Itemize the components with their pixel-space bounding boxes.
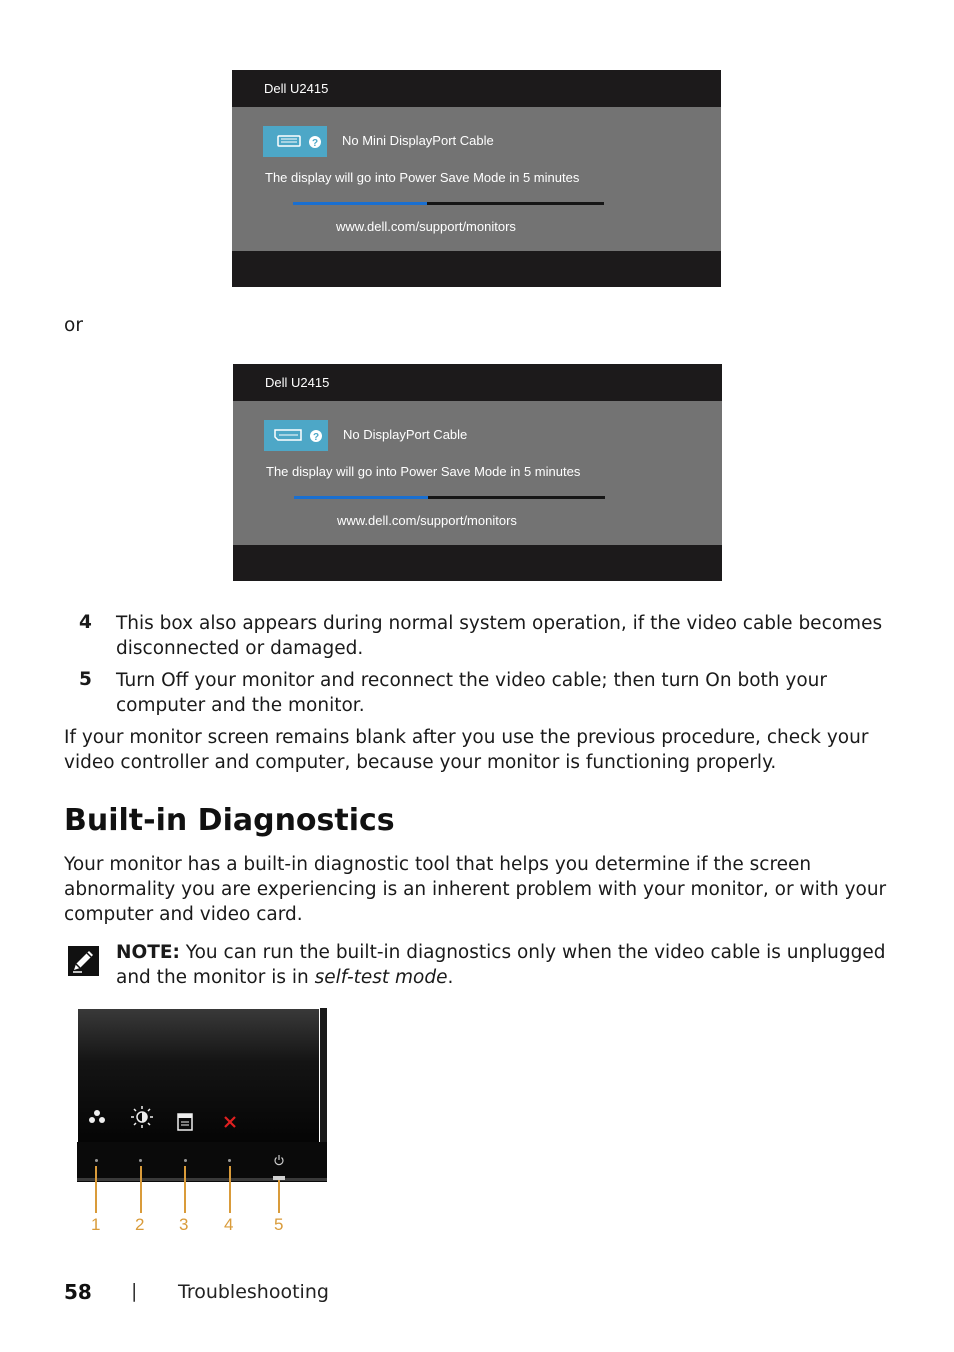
note-text [116,940,906,990]
note-label: NOTE: [116,942,180,963]
power-icon [273,1154,285,1166]
preset-modes-icon [89,1110,105,1123]
button-2-indicator [139,1159,142,1162]
callout-number: 1 [91,1215,101,1234]
osd-dialog-mini-displayport [232,70,721,287]
callout-number: 3 [179,1215,189,1234]
osd-button-icons [78,1009,319,1142]
cable-icon-box [264,420,328,451]
osd-body [233,401,722,545]
osd-power-save-text: The display will go into Power Save Mode in 5 minutes [266,464,581,479]
callout-number: 2 [135,1215,145,1234]
callout-line [278,1178,280,1213]
button-4-indicator [228,1159,231,1162]
footer-separator: | [131,1280,138,1302]
callout-line [184,1166,186,1213]
callout-line [95,1166,97,1213]
footer-section: Troubleshooting [178,1281,329,1303]
paragraph: Your monitor has a built-in diagnostic tool that helps you determine if the screen abnormality you are experiencing is an inherent problem with your monitor, or with your computer and video card. [64,854,887,925]
svg-text:?: ? [311,138,319,149]
step-text: This box also appears during normal system operation, if the video cable becomes disconnected or damaged. [116,613,883,659]
callout-line [140,1166,142,1213]
callout-number: 5 [274,1215,284,1234]
section-heading: Built-in Diagnostics [64,803,395,838]
osd-title: Dell U2415 [264,81,329,96]
monitor-bezel-rim [77,1178,327,1181]
mini-displayport-icon [263,126,327,157]
note-body: You can run the built-in diagnostics only when the video cable is unplugged and the monitor is in [116,942,886,988]
callout-line [229,1166,231,1213]
osd-body [232,107,721,251]
note-pencil-icon [68,946,99,976]
power-save-progress-fill [293,202,427,205]
note-end: . [447,967,454,988]
cable-icon-box [263,126,327,157]
osd-dialog-displayport [233,364,722,581]
osd-message: No DisplayPort Cable [343,427,468,442]
power-button [273,1176,285,1180]
osd-title: Dell U2415 [265,375,330,390]
callout-number: 4 [224,1215,234,1234]
monitor-bezel-illustration [77,1008,327,1182]
power-save-progress [293,202,604,205]
button-1-indicator [95,1159,98,1162]
svg-text:?: ? [312,432,320,443]
osd-support-url: www.dell.com/support/monitors [336,219,516,234]
step-number: 4 [79,612,92,633]
paragraph: If your monitor screen remains blank after you use the previous procedure, check your video controller and computer, because your monitor is functioning properly. [64,727,869,773]
step-text: Turn Off your monitor and reconnect the video cable; then turn On both your computer and the monitor. [116,670,827,716]
osd-message: No Mini DisplayPort Cable [342,133,494,148]
displayport-icon [264,420,328,451]
or-text: or [64,315,83,336]
button-3-indicator [184,1159,187,1162]
step-number: 5 [79,669,92,690]
monitor-screen [78,1009,319,1142]
monitor-bezel-bottom [77,1142,327,1182]
power-save-progress [294,496,605,499]
brightness-contrast-icon [131,1106,153,1128]
osd-support-url: www.dell.com/support/monitors [337,513,517,528]
page-number: 58 [64,1280,92,1304]
note-emphasis: self-test mode [314,967,448,988]
close-icon [225,1117,235,1127]
menu-icon [178,1114,192,1130]
osd-power-save-text: The display will go into Power Save Mode in 5 minutes [265,170,580,185]
power-save-progress-fill [294,496,428,499]
